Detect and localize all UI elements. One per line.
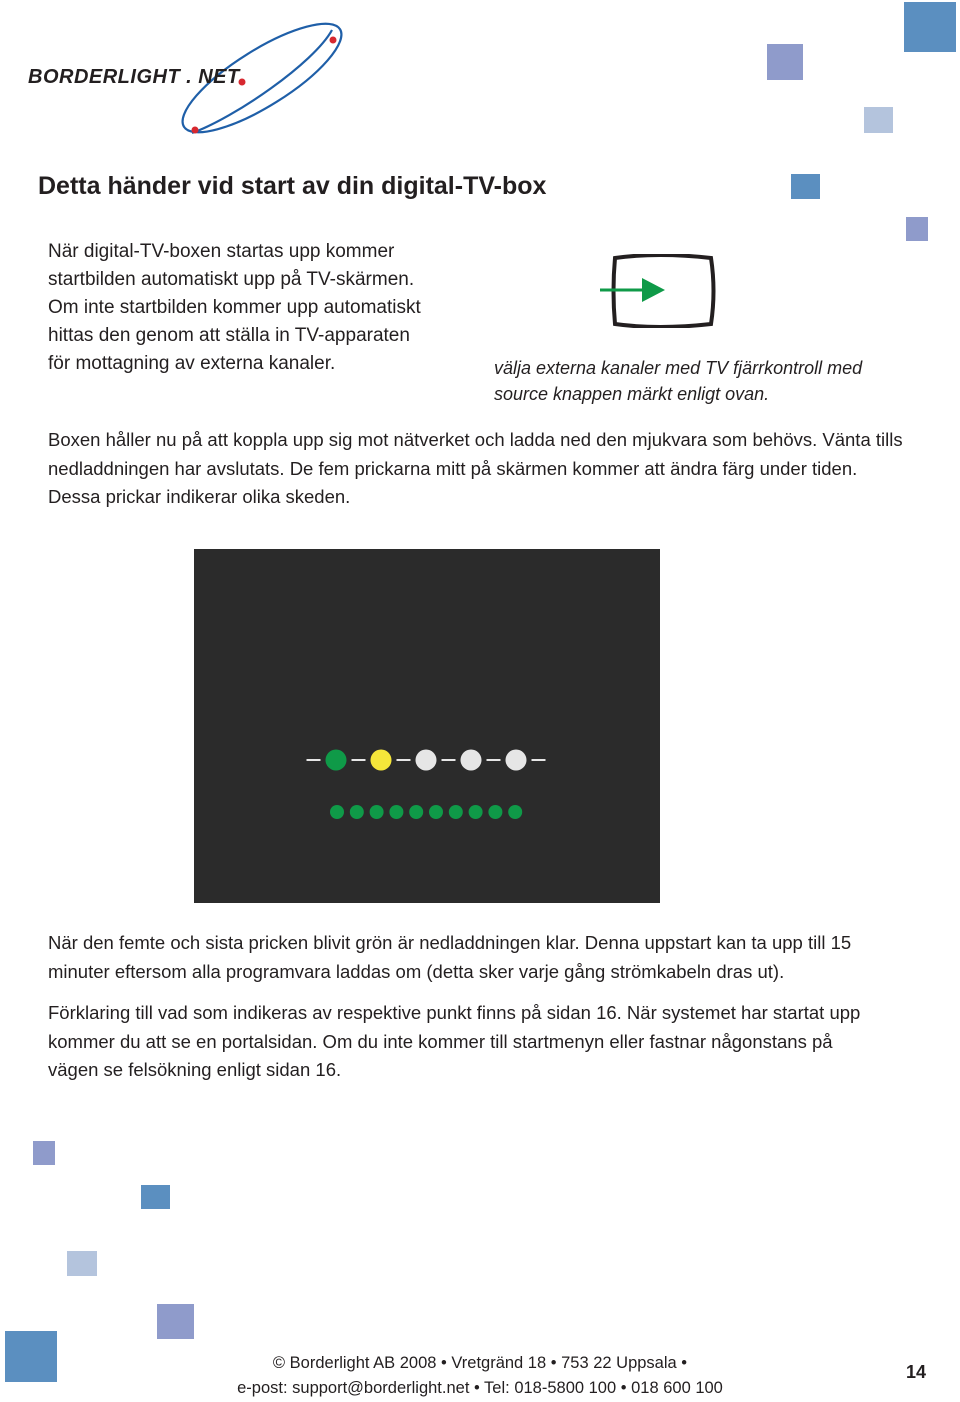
- decor-square: [906, 217, 928, 241]
- status-dot: [326, 750, 347, 771]
- progress-dot: [330, 805, 344, 819]
- decor-square: [791, 174, 820, 199]
- decor-square: [904, 2, 956, 52]
- company-logo: [24, 18, 344, 138]
- decor-square: [767, 44, 803, 80]
- tv-screen-illustration: [194, 549, 660, 903]
- status-dot: [461, 750, 482, 771]
- decor-square: [141, 1185, 170, 1209]
- image-caption: välja externa kanaler med TV fjärrkontroll med source knappen märkt enligt ovan.: [494, 358, 863, 404]
- decor-square: [864, 107, 893, 133]
- status-dot: [371, 750, 392, 771]
- page-number: 14: [906, 1362, 927, 1382]
- page-title: Detta händer vid start av din digital-TV-box: [38, 172, 547, 200]
- intro-paragraph: När digital-TV-boxen startas upp kommer startbilden automatiskt upp på TV-skärmen. Om inte startbilden kommer upp automatiskt hittas den genom att ställa in TV-apparaten för mottagning av externa kanaler.: [48, 241, 421, 374]
- progress-dot: [449, 805, 463, 819]
- status-dot: [416, 750, 437, 771]
- tv-source-icon: [598, 254, 718, 328]
- done-paragraph: När den femte och sista pricken blivit grön är nedladdningen klar. Denna uppstart kan ta upp till 15 minuter eftersom alla programvara laddas om (detta sker varje gång strömkabeln dras ut).: [48, 932, 852, 982]
- progress-dot: [508, 805, 522, 819]
- footer-contact: e-post: support@borderlight.net • Tel: 018-5800 100 • 018 600 100: [237, 1379, 723, 1397]
- status-indicator: [194, 549, 660, 903]
- logo-text: BORDERLIGHT . NET: [28, 66, 240, 88]
- progress-dot: [389, 805, 403, 819]
- progress-dot: [409, 805, 423, 819]
- progress-dot: [469, 805, 483, 819]
- progress-dot: [350, 805, 364, 819]
- decor-square: [33, 1141, 55, 1165]
- status-dot: [506, 750, 527, 771]
- explanation-paragraph: Förklaring till vad som indikeras av respektive punkt finns på sidan 16. När systemet har startat upp kommer du att se en portalsidan. Om du inte kommer till startmenyn eller fastnar någonstans på vägen se felsökning enligt sidan 16.: [48, 1002, 861, 1080]
- progress-dot: [370, 805, 384, 819]
- progress-dot: [488, 805, 502, 819]
- progress-dot: [429, 805, 443, 819]
- decor-square: [67, 1251, 97, 1276]
- decor-square: [157, 1304, 194, 1339]
- loading-paragraph: Boxen håller nu på att koppla upp sig mot nätverket och ladda ned den mjukvara som behövs. Vänta tills nedladdningen har avslutats. De fem prickarna mitt på skärmen kommer att ändra färg under tiden. Dessa prickar indikerar olika skeden.: [48, 429, 903, 507]
- footer-address: © Borderlight AB 2008 • Vretgränd 18 • 753 22 Uppsala •: [272, 1354, 688, 1372]
